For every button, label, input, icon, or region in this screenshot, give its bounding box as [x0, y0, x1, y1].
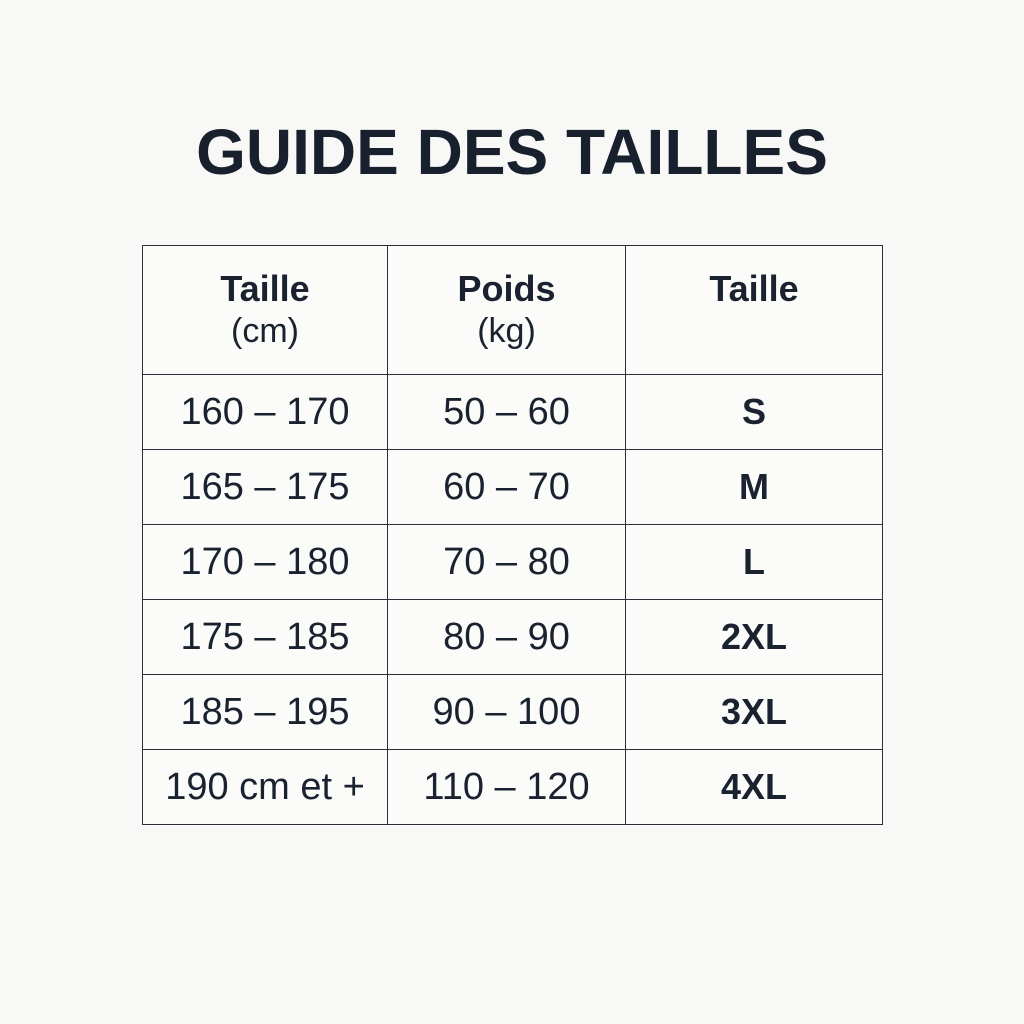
table-body [143, 375, 883, 825]
height-cell: 160 – 170 [143, 375, 388, 450]
size-cell: 2XL [626, 600, 883, 675]
weight-cell: 50 – 60 [388, 375, 626, 450]
height-cell: 170 – 180 [143, 525, 388, 600]
header-weight [388, 246, 626, 375]
size-cell: 3XL [626, 675, 883, 750]
header-height-unit: (cm) [231, 312, 299, 350]
header-weight-unit: (kg) [477, 312, 536, 350]
header-size-label: Taille [709, 268, 799, 309]
size-guide-table [142, 245, 883, 825]
header-height [143, 246, 388, 375]
table-row [143, 750, 883, 825]
size-cell: L [626, 525, 883, 600]
weight-cell: 70 – 80 [388, 525, 626, 600]
height-cell: 185 – 195 [143, 675, 388, 750]
size-cell: S [626, 375, 883, 450]
table-row [143, 375, 883, 450]
header-row [143, 246, 883, 375]
size-cell: 4XL [626, 750, 883, 825]
weight-cell: 110 – 120 [388, 750, 626, 825]
header-weight-label: Poids [457, 268, 556, 309]
weight-cell: 80 – 90 [388, 600, 626, 675]
size-cell: M [626, 450, 883, 525]
table-header [143, 246, 883, 375]
weight-cell: 90 – 100 [388, 675, 626, 750]
header-size [626, 246, 883, 375]
table-row [143, 600, 883, 675]
page-title: GUIDE DES TAILLES [196, 116, 828, 188]
table-row [143, 450, 883, 525]
header-height-label: Taille [220, 268, 310, 309]
table-row [143, 525, 883, 600]
height-cell: 190 cm et + [143, 750, 388, 825]
weight-cell: 60 – 70 [388, 450, 626, 525]
table-row [143, 675, 883, 750]
height-cell: 165 – 175 [143, 450, 388, 525]
height-cell: 175 – 185 [143, 600, 388, 675]
